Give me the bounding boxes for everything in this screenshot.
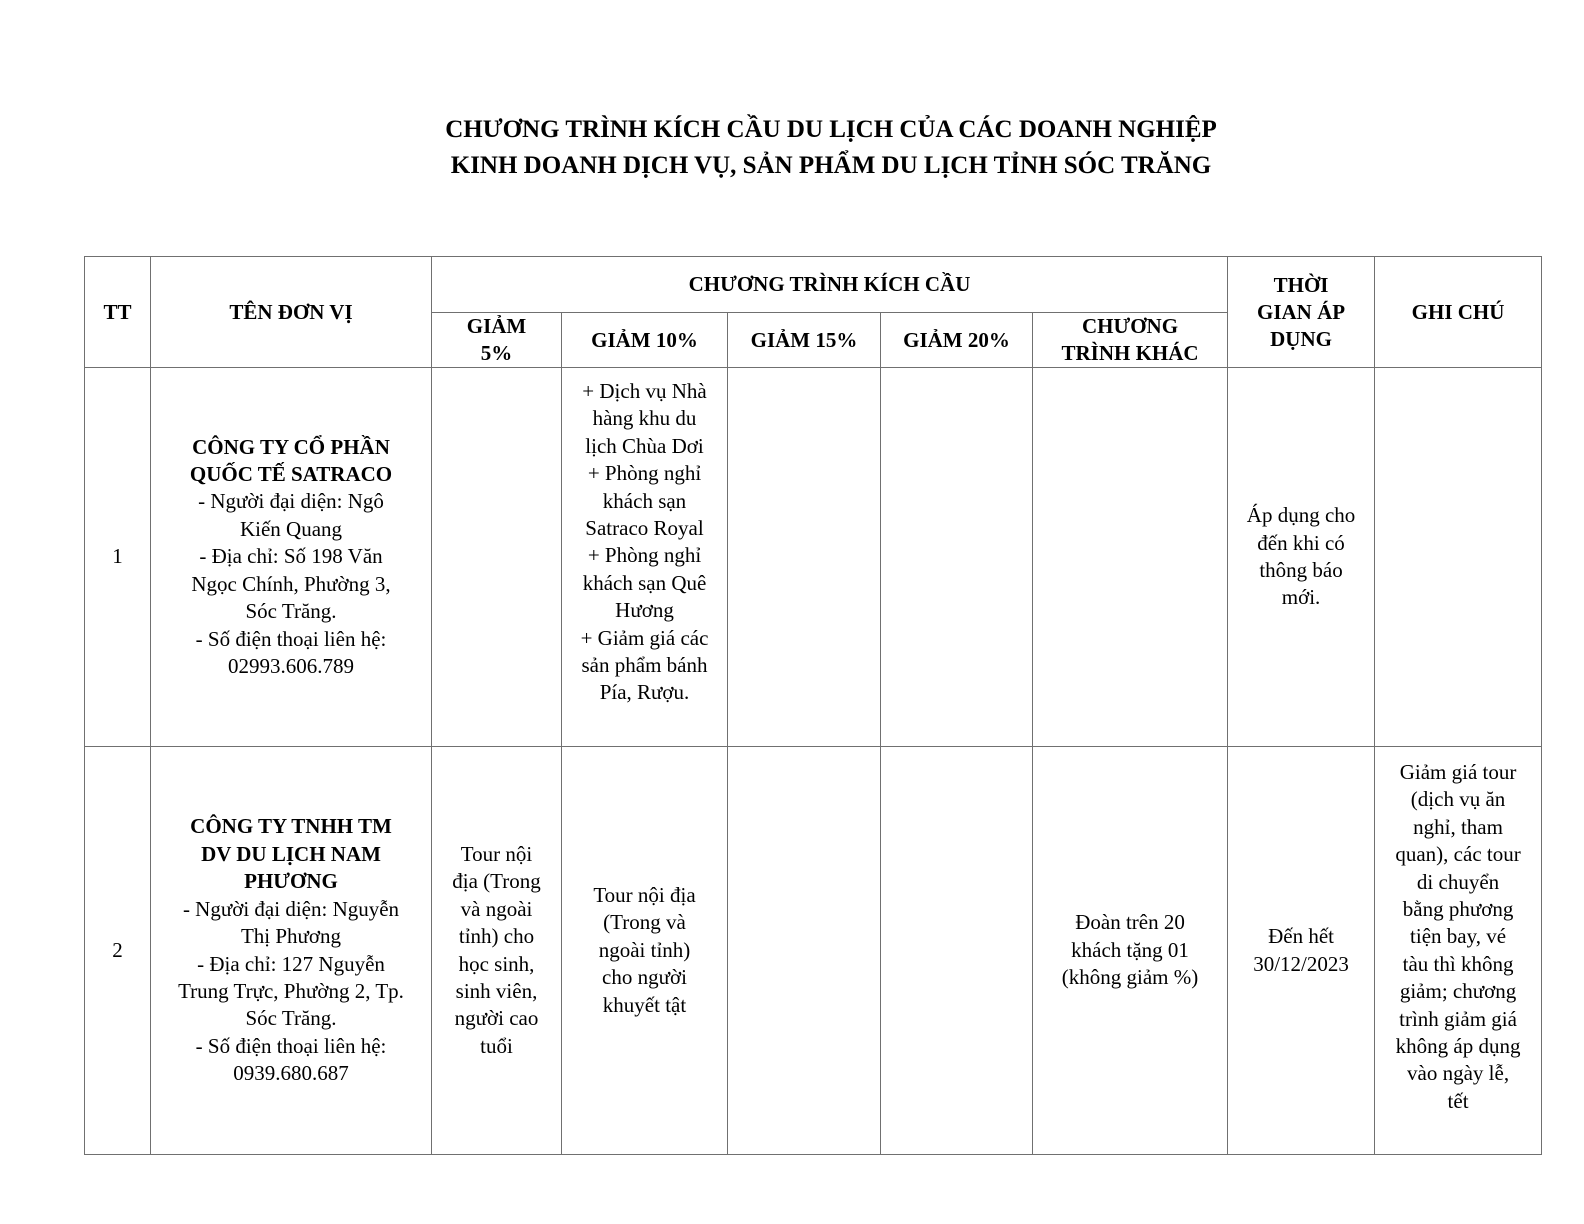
cell-text-line: lịch Chùa Dơi [585, 433, 704, 458]
header-line: CHƯƠNG [1081, 314, 1179, 338]
cell-text-line: thông báo [1259, 558, 1343, 582]
cell-text-line: Pía, Rượu. [599, 680, 690, 705]
cell-note [1375, 747, 1542, 1155]
header-line: GIẢM [466, 314, 527, 338]
cell-discount-5 [432, 368, 562, 747]
unit-detail-line: - Địa chỉ: 127 Nguyễn [197, 951, 385, 976]
cell-unit [151, 747, 432, 1155]
cell-tt: 1 [85, 368, 151, 747]
header-discount-10: GIẢM 10% [562, 313, 728, 368]
unit-detail-line: - Số điện thoại liên hệ: [195, 626, 387, 651]
stimulus-program-table [84, 256, 1542, 1155]
cell-text-line: (không giảm %) [1061, 965, 1199, 990]
cell-discount-20 [881, 368, 1033, 747]
cell-text-line: Hương [615, 598, 674, 623]
cell-text-line: Tour nội địa [593, 882, 696, 907]
cell-other-program [1033, 368, 1228, 747]
cell-text-line: sản phẩm bánh [581, 653, 708, 678]
header-time-line: THỜI [1273, 272, 1329, 297]
header-discount-15: GIẢM 15% [728, 313, 881, 368]
cell-text-line: nghỉ, tham [1413, 814, 1503, 839]
cell-text-line: + Phòng nghỉ [587, 461, 702, 486]
unit-name-line: CÔNG TY TNHH TM [190, 814, 392, 839]
cell-tt: 2 [85, 747, 151, 1155]
unit-name-line: PHƯƠNG [244, 869, 338, 894]
unit-detail-line: Sóc Trăng. [245, 599, 337, 624]
cell-text-line: di chuyển [1416, 869, 1500, 894]
header-program: CHƯƠNG TRÌNH KÍCH CẦU [432, 257, 1228, 313]
cell-text-line: (dịch vụ ăn [1410, 787, 1506, 812]
cell-text-line: tàu thì không [1402, 951, 1514, 976]
cell-time [1228, 747, 1375, 1155]
unit-name-line: DV DU LỊCH NAM [201, 841, 381, 866]
cell-discount-10 [562, 368, 728, 747]
cell-text-line: Áp dụng cho [1246, 503, 1356, 528]
header-discount-5 [432, 313, 562, 368]
header-line: 5% [480, 341, 513, 365]
cell-text-line: người cao [454, 1006, 539, 1031]
cell-text-line: tết [1447, 1088, 1469, 1113]
unit-detail-line: Thị Phương [240, 924, 342, 949]
unit-detail-line: Ngọc Chính, Phường 3, [191, 571, 391, 596]
unit-detail-line: 0939.680.687 [233, 1061, 349, 1086]
unit-detail-line: Sóc Trăng. [245, 1006, 337, 1031]
cell-text-line: tiện bay, vé [1410, 924, 1507, 949]
unit-detail-line: - Số điện thoại liên hệ: [195, 1033, 387, 1058]
cell-text-line: đến khi có [1257, 530, 1345, 555]
cell-unit [151, 368, 432, 747]
cell-discount-10 [562, 747, 728, 1155]
header-tt: TT [85, 257, 151, 368]
unit-detail-line: - Người đại diện: Ngô [198, 489, 384, 514]
header-discount-20: GIẢM 20% [881, 313, 1033, 368]
cell-text-line: + Giảm giá các [580, 625, 709, 650]
header-time-line: GIAN ÁP [1257, 299, 1346, 324]
cell-text-line: địa (Trong [452, 869, 541, 894]
unit-name-line: CÔNG TY CỔ PHẦN [192, 434, 390, 459]
cell-text-line: Giảm giá tour [1399, 760, 1517, 784]
cell-text-line: tuổi [480, 1033, 513, 1058]
cell-text-line: học sinh, [458, 951, 535, 976]
table-row [85, 368, 1542, 747]
cell-text-line: sinh viên, [455, 978, 538, 1003]
header-row [85, 257, 1542, 313]
table-row [85, 747, 1542, 1155]
cell-text-line: + Dịch vụ Nhà [582, 379, 707, 403]
unit-detail-line: 02993.606.789 [228, 653, 354, 678]
cell-text-line: hàng khu du [592, 406, 697, 431]
unit-detail-line: Kiến Quang [239, 516, 343, 541]
header-time-line: DỤNG [1270, 326, 1332, 351]
cell-text-line: tỉnh) cho [458, 924, 535, 949]
cell-text-line: Đến hết [1268, 924, 1334, 949]
cell-note [1375, 368, 1542, 747]
cell-text-line: 30/12/2023 [1253, 951, 1349, 976]
cell-text-line: khách tặng 01 [1071, 937, 1189, 962]
header-line: TRÌNH KHÁC [1061, 341, 1199, 365]
header-note: GHI CHÚ [1375, 257, 1542, 368]
cell-text-line: bằng phương [1402, 897, 1514, 922]
cell-text-line: ngoài tỉnh) [598, 937, 691, 962]
cell-time [1228, 368, 1375, 747]
header-other-program [1033, 313, 1228, 368]
cell-text-line: khuyết tật [602, 992, 687, 1017]
cell-discount-20 [881, 747, 1033, 1155]
cell-text-line: Đoàn trên 20 [1075, 910, 1185, 935]
header-unit: TÊN ĐƠN VỊ [151, 257, 432, 368]
cell-text-line: Satraco Royal [585, 516, 704, 541]
unit-name-line: QUỐC TẾ SATRACO [189, 462, 393, 487]
title-line-1: CHƯƠNG TRÌNH KÍCH CẦU DU LỊCH CỦA CÁC DOANH NGHIỆP [445, 116, 1217, 143]
cell-text-line: không áp dụng [1395, 1034, 1521, 1059]
cell-discount-15 [728, 368, 881, 747]
document-title [0, 112, 1584, 184]
cell-text-line: + Phòng nghỉ [587, 543, 702, 568]
cell-text-line: (Trong và [603, 910, 686, 935]
cell-text-line: giảm; chương [1399, 979, 1517, 1004]
cell-text-line: cho người [602, 965, 687, 990]
cell-text-line: trình giảm giá [1399, 1006, 1517, 1031]
cell-discount-5 [432, 747, 562, 1155]
cell-text-line: vào ngày lễ, [1407, 1061, 1510, 1086]
cell-other-program [1033, 747, 1228, 1155]
cell-text-line: mới. [1281, 585, 1321, 610]
unit-detail-line: Trung Trực, Phường 2, Tp. [178, 978, 404, 1003]
cell-text-line: khách sạn Quê [582, 570, 707, 595]
unit-detail-line: - Địa chỉ: Số 198 Văn [199, 544, 383, 569]
unit-detail-line: - Người đại diện: Nguyễn [182, 896, 400, 921]
cell-text-line: quan), các tour [1395, 842, 1521, 867]
header-time [1228, 257, 1375, 368]
cell-discount-15 [728, 747, 881, 1155]
title-line-2: KINH DOANH DỊCH VỤ, SẢN PHẨM DU LỊCH TỈNH SÓC TRĂNG [450, 152, 1212, 179]
cell-text-line: và ngoài [460, 896, 533, 921]
cell-text-line: khách sạn [602, 488, 687, 513]
cell-text-line: Tour nội [460, 841, 533, 866]
